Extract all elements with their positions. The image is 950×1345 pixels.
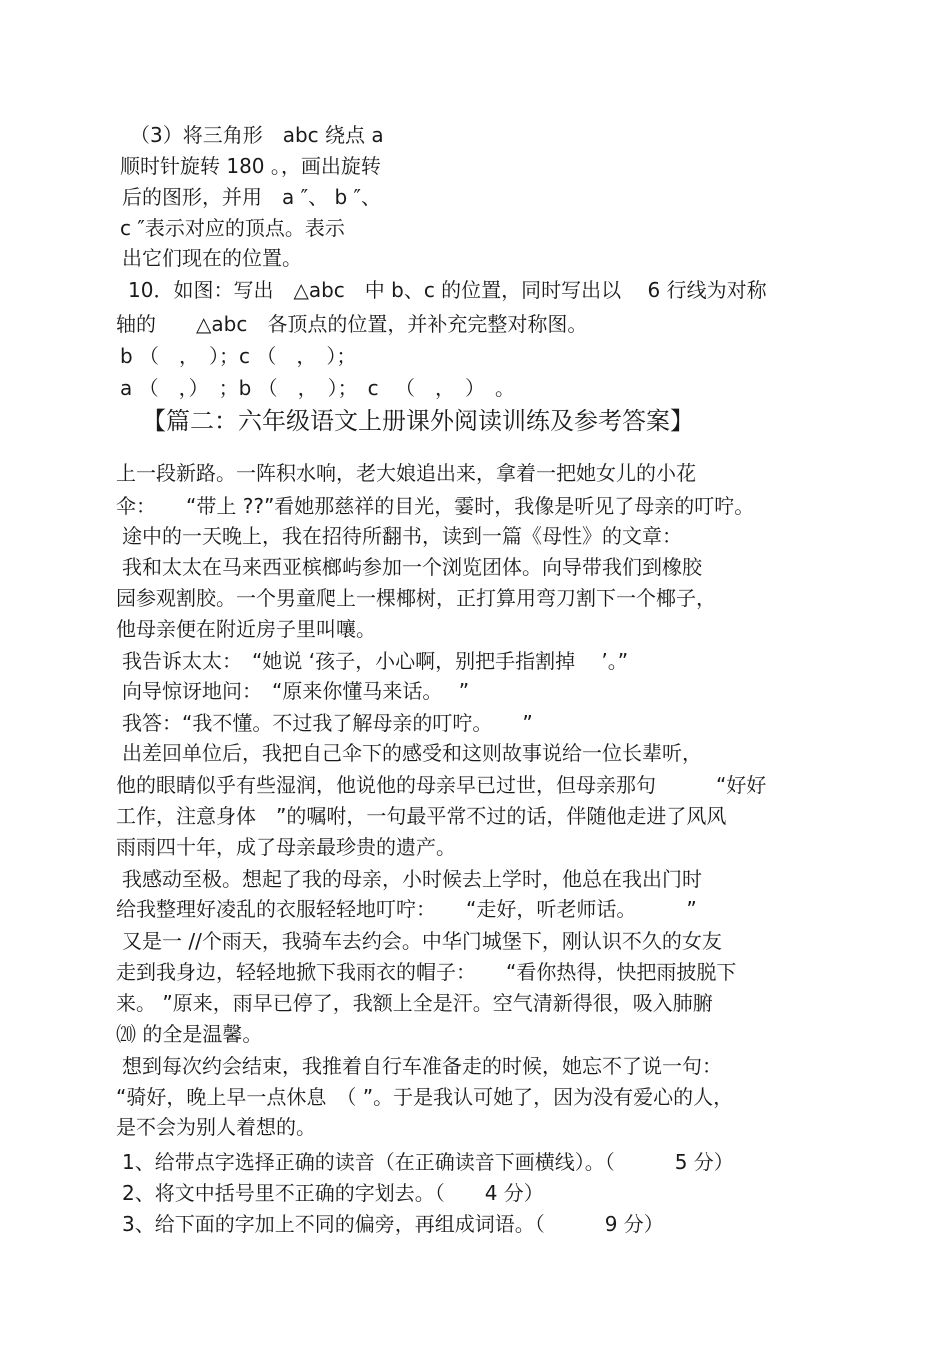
passage-line: 我感动至极。想起了我的母亲，小时候去上学时，他总在我出门时 (122, 867, 702, 891)
passage-line: 他的眼睛似乎有些湿润，他说他的母亲早已过世，但母亲那句 “好好 (116, 773, 767, 797)
q10-line-4: a （ ，） ；b （ ， ）； c （ ， ） 。 (120, 376, 516, 400)
q3-line-1: （3）将三角形 abc 绕点 a (130, 123, 384, 147)
passage-line: 走到我身边，轻轻地掀下我雨衣的帽子： “看你热得，快把雨披脱下 (116, 960, 737, 984)
passage-line: 雨雨四十年，成了母亲最珍贵的遗产。 (116, 835, 456, 859)
passage-line: 途中的一天晚上，我在招待所翻书，读到一篇《母性》的文章： (122, 524, 682, 548)
q3-line-4: c ″表示对应的顶点。表示 (120, 216, 345, 240)
q3-line-5: 出它们现在的位置。 (122, 246, 302, 270)
q10-line-3: b （ ， ）；c （ ， ）； (120, 344, 357, 368)
question-2: 2、将文中括号里不正确的字划去。（ 4 分） (122, 1181, 544, 1205)
q10-line-1: 10．如图：写出 △abc 中 b、c 的位置，同时写出以 6 行线为对称 (128, 278, 767, 302)
passage-line: 来。 ”原来，雨早已停了，我额上全是汗。空气清新得很，吸入肺腑 (116, 991, 713, 1015)
q3-line-2: 顺时针旋转 180 。，画出旋转 (120, 154, 381, 178)
passage-line: 他母亲便在附近房子里叫嚷。 (116, 617, 376, 641)
passage-line: 园参观割胶。一个男童爬上一棵椰树，正打算用弯刀割下一个椰子， (116, 586, 716, 610)
passage-line: 想到每次约会结束，我推着自行车准备走的时候，她忘不了说一句： (122, 1054, 722, 1078)
passage-line: 我告诉太太： “她说 ‘孩子，小心啊，别把手指割掉 ’。” (122, 649, 629, 673)
passage-line: 伞： “带上 ??”看她那慈祥的目光，霎时，我像是听见了母亲的叮咛。 (116, 494, 755, 518)
passage-line: 是不会为别人着想的。 (116, 1115, 316, 1139)
passage-line: 我和太太在马来西亚槟榔屿参加一个浏览团体。向导带我们到橡胶 (122, 555, 702, 579)
passage-line: 工作，注意身体 ”的嘱咐，一句最平常不过的话，伴随他走进了风风 (116, 804, 727, 828)
passage-line: “骑好，晚上早一点休息 （ ”。于是我认可她了，因为没有爱心的人， (116, 1085, 734, 1109)
q3-line-3: 后的图形，并用 a ″、 b ″、 (122, 185, 381, 209)
passage-line: 上一段新路。一阵积水响，老大娘追出来，拿着一把她女儿的小花 (116, 461, 696, 485)
passage-line: 给我整理好凌乱的衣服轻轻地叮咛： “走好，听老师话。 ” (116, 897, 697, 921)
section-title: 【篇二：六年级语文上册课外阅读训练及参考答案】 (142, 407, 694, 435)
question-1: 1、给带点字选择正确的读音（在正确读音下画横线）。（ 5 分） (122, 1150, 734, 1174)
passage-line: 又是一 //个雨天，我骑车去约会。中华门城堡下，刚认识不久的女友 (122, 929, 722, 953)
passage-line: ⒇ 的全是温馨。 (116, 1022, 263, 1046)
passage-line: 我答：“我不懂。不过我了解母亲的叮咛。 ” (122, 711, 533, 735)
passage-line: 向导惊讶地问： “原来你懂马来话。 ” (122, 679, 470, 703)
question-3: 3、给下面的字加上不同的偏旁，再组成词语。（ 9 分） (122, 1212, 664, 1236)
q10-line-2: 轴的 △abc 各顶点的位置，并补充完整对称图。 (116, 312, 588, 336)
passage-line: 出差回单位后，我把自己伞下的感受和这则故事说给一位长辈听， (122, 741, 702, 765)
